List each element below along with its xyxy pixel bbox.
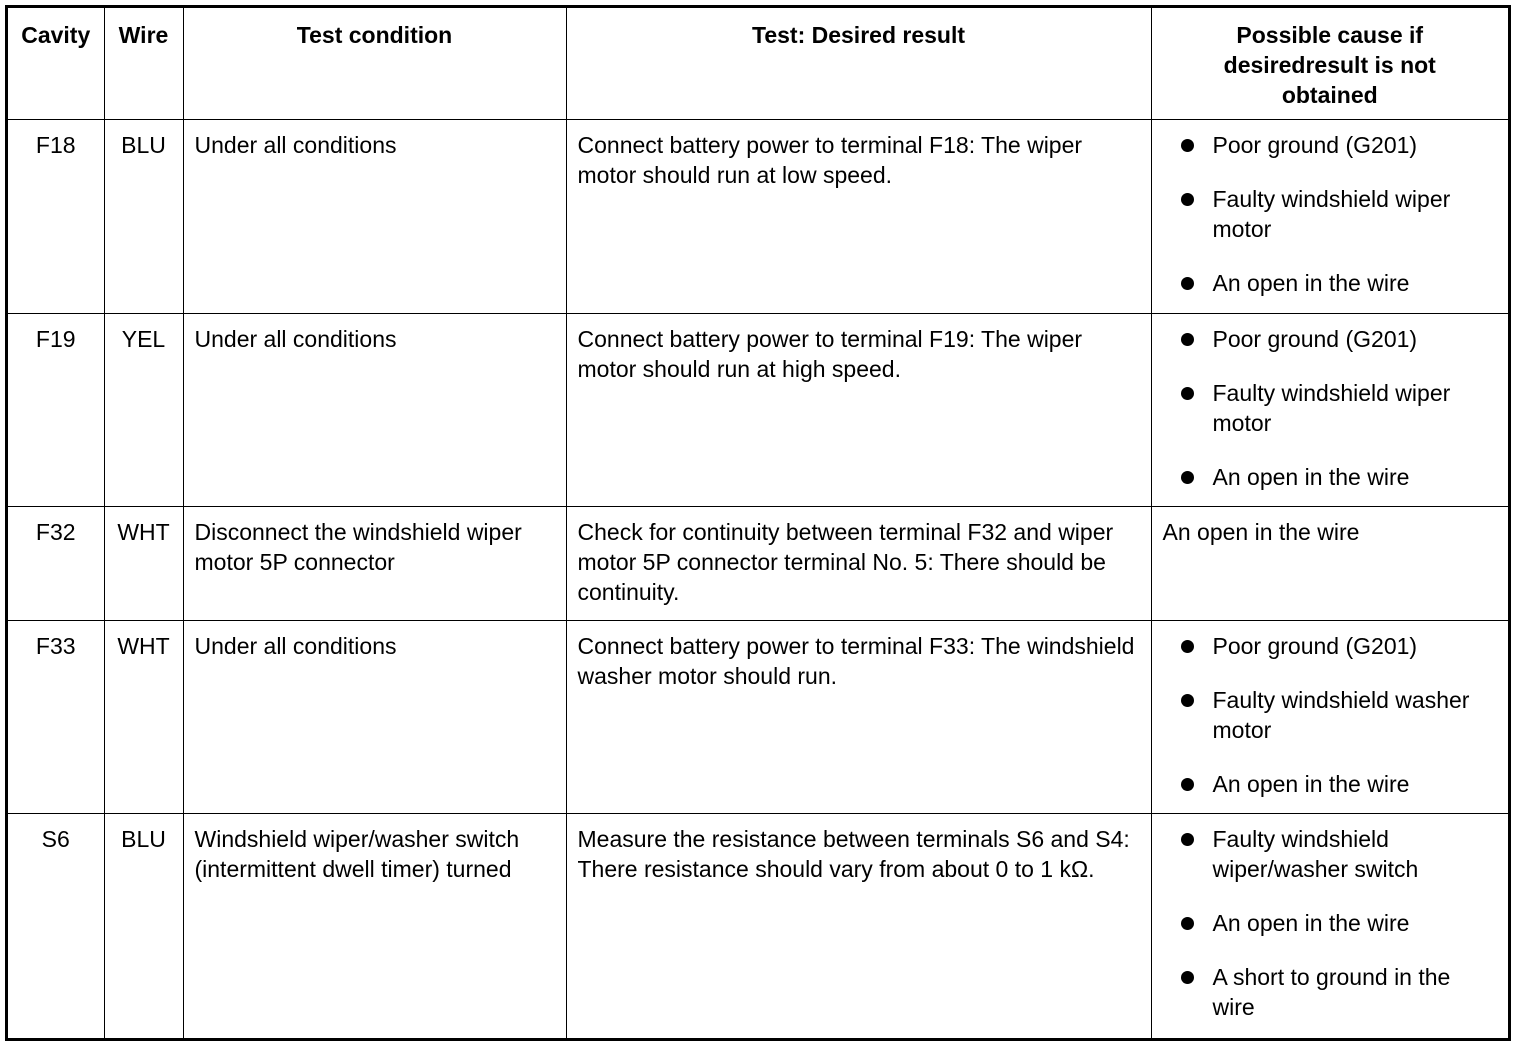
cause-item: Poor ground (G201) [1163,324,1498,354]
header-row [8,8,1508,119]
bullet-icon [1181,640,1194,653]
cavity-cell: F18 [8,119,104,313]
condition-cell: Windshield wiper/washer switch (intermittent dwell timer) turned [183,813,566,1038]
bullet-icon [1181,139,1194,152]
bullet-icon [1181,971,1194,984]
bullet-icon [1181,193,1194,206]
table-row [8,119,1508,313]
condition-cell: Under all conditions [183,620,566,813]
cavity-cell: S6 [8,813,104,1038]
header-wire: Wire [104,8,183,119]
cavity-cell: F33 [8,620,104,813]
bullet-icon [1181,917,1194,930]
wire-cell: WHT [104,506,183,620]
header-cause: Possible cause if desiredresult is not obtained [1151,8,1508,119]
cause-cell [1151,813,1508,1038]
bullet-icon [1181,833,1194,846]
table-row [8,813,1508,1038]
result-cell: Connect battery power to terminal F33: The windshield washer motor should run. [566,620,1151,813]
cause-item: An open in the wire [1163,769,1498,799]
condition-cell: Under all conditions [183,313,566,506]
cause-list [1163,631,1498,799]
cause-cell: An open in the wire [1151,506,1508,620]
header-cavity: Cavity [8,8,104,119]
cause-item: Faulty windshield wiper/washer switch [1163,824,1498,884]
wire-cell: BLU [104,119,183,313]
bullet-icon [1181,333,1194,346]
cavity-cell: F19 [8,313,104,506]
result-cell: Measure the resistance between terminals S6 and S4: There resistance should vary from about 0 to 1 kΩ. [566,813,1151,1038]
result-cell: Connect battery power to terminal F18: The wiper motor should run at low speed. [566,119,1151,313]
cause-list [1163,824,1498,1022]
cause-item: Faulty windshield washer motor [1163,685,1498,745]
cause-item: An open in the wire [1163,462,1498,492]
bullet-icon [1181,471,1194,484]
cavity-cell: F32 [8,506,104,620]
wire-cell: WHT [104,620,183,813]
condition-cell: Under all conditions [183,119,566,313]
cause-item: Poor ground (G201) [1163,631,1498,661]
header-condition: Test condition [183,8,566,119]
test-table [8,8,1508,1038]
cause-item: Faulty windshield wiper motor [1163,184,1498,244]
cause-item: Poor ground (G201) [1163,130,1498,160]
bullet-icon [1181,277,1194,290]
result-cell: Connect battery power to terminal F19: The wiper motor should run at high speed. [566,313,1151,506]
bullet-icon [1181,387,1194,400]
cause-cell [1151,313,1508,506]
table-row [8,506,1508,620]
cause-item: An open in the wire [1163,908,1498,938]
bullet-icon [1181,778,1194,791]
cause-cell [1151,119,1508,313]
header-result: Test: Desired result [566,8,1151,119]
wire-cell: YEL [104,313,183,506]
cause-list [1163,324,1498,492]
wire-cell: BLU [104,813,183,1038]
table-row [8,620,1508,813]
cause-cell [1151,620,1508,813]
condition-cell: Disconnect the windshield wiper motor 5P connector [183,506,566,620]
cause-list [1163,130,1498,298]
cause-item: A short to ground in the wire [1163,962,1498,1022]
table-row [8,313,1508,506]
cause-item: Faulty windshield wiper motor [1163,378,1498,438]
bullet-icon [1181,694,1194,707]
cause-item: An open in the wire [1163,268,1498,298]
result-cell: Check for continuity between terminal F32 and wiper motor 5P connector terminal No. 5: There should be continuity. [566,506,1151,620]
table-frame [5,5,1511,1041]
